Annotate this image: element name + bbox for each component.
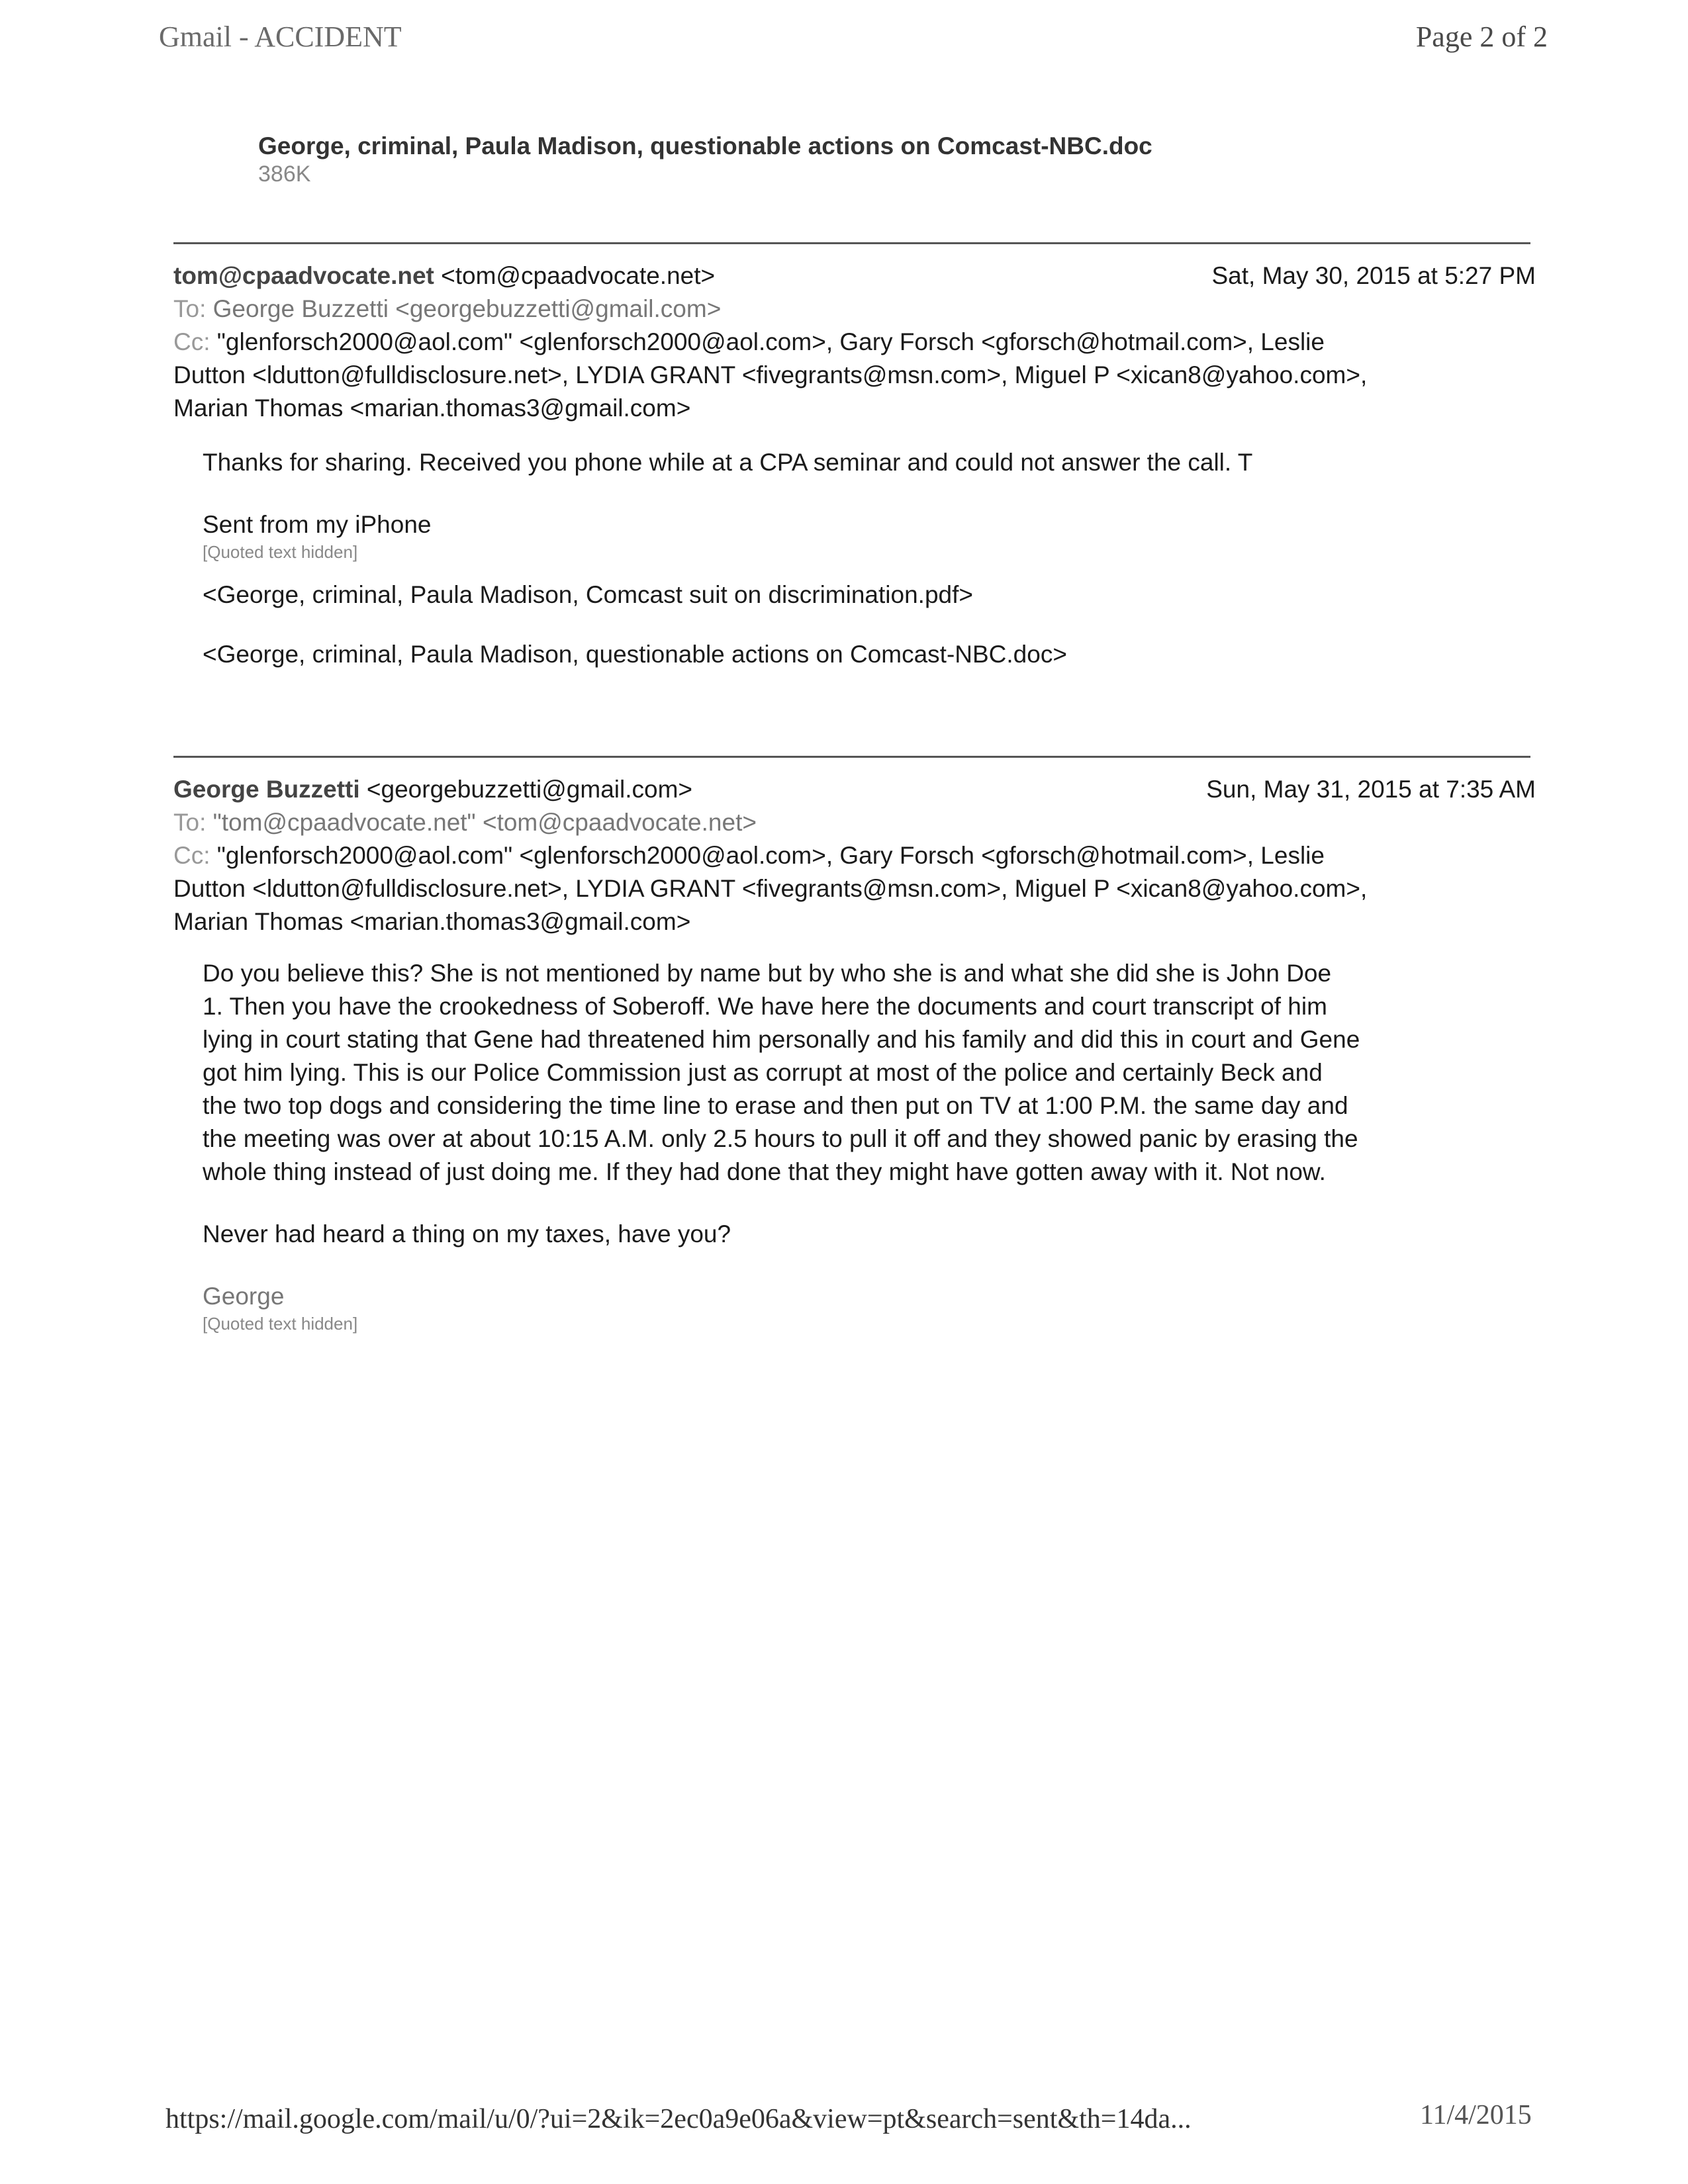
sender-name: George Buzzetti [173,776,360,803]
body-text: Thanks for sharing. Received you phone while at a CPA seminar and could not answer the call. T [203,449,1253,476]
body-line: Do you believe this? She is not mentioned by name but by who she is and what she did she is John Doe [203,960,1332,987]
cc-recipients-line2: Dutton <ldutton@fulldisclosure.net>, LYDIA GRANT <fivegrants@msn.com>, Miguel P <xican8@yahoo.com>, [173,361,1368,388]
message-body [203,446,1513,671]
cc-recipients-line1: "glenforsch2000@aol.com" <glenforsch2000@aol.com>, Gary Forsch <gforsch@hotmail.com>, Leslie [216,842,1325,869]
signature: George [203,1283,285,1310]
sender-email: <tom@cpaadvocate.net> [441,262,716,289]
to-recipients: "tom@cpaadvocate.net" <tom@cpaadvocate.net> [212,809,757,836]
message-divider [173,756,1530,758]
body-line: got him lying. This is our Police Commission just as corrupt at most of the police and certainly Beck and [203,1059,1323,1086]
cc-label: Cc: [173,842,211,869]
to-label: To: [173,295,207,322]
message-date: Sun, May 31, 2015 at 7:35 AM [1206,776,1536,803]
footer-date: 11/4/2015 [1420,2100,1532,2130]
quoted-text-toggle[interactable]: [Quoted text hidden] [203,1314,358,1334]
message-body [203,957,1513,1334]
to-recipients: George Buzzetti <georgebuzzetti@gmail.com> [212,295,722,322]
sender-name: tom@cpaadvocate.net [173,262,434,289]
signature: Sent from my iPhone [203,511,432,538]
body-line: the meeting was over at about 10:15 A.M. only 2.5 hours to pull it off and they showed panic by erasing the [203,1125,1358,1152]
body-text: Never had heard a thing on my taxes, have you? [203,1220,731,1248]
attachment-size: 386K [258,161,311,187]
page-number: Page 2 of 2 [1415,21,1548,53]
message-date: Sat, May 30, 2015 at 5:27 PM [1211,262,1536,289]
sender [173,259,715,293]
body-line: 1. Then you have the crookedness of Soberoff. We have here the documents and court transcript of him [203,993,1327,1020]
message-header [173,259,1536,425]
attachment-reference: <George, criminal, Paula Madison, questionable actions on Comcast-NBC.doc> [203,641,1067,668]
cc-recipients-line1: "glenforsch2000@aol.com" <glenforsch2000@aol.com>, Gary Forsch <gforsch@hotmail.com>, Leslie [216,328,1325,355]
message-divider [173,242,1530,244]
cc-recipients-line2: Dutton <ldutton@fulldisclosure.net>, LYDIA GRANT <fivegrants@msn.com>, Miguel P <xican8@yahoo.com>, [173,875,1368,902]
footer-url: https://mail.google.com/mail/u/0/?ui=2&ik=2ec0a9e06a&view=pt&search=sent&th=14da... [165,2104,1192,2134]
sender-email: <georgebuzzetti@gmail.com> [366,776,693,803]
quoted-text-toggle[interactable]: [Quoted text hidden] [203,542,358,562]
attachment[interactable] [258,132,1152,187]
cc-line [173,326,1536,359]
to-line [173,806,1536,839]
cc-line [173,839,1536,872]
sender [173,773,692,806]
cc-label: Cc: [173,328,211,355]
cc-recipients-line3: Marian Thomas <marian.thomas3@gmail.com> [173,394,691,422]
to-line [173,293,1536,326]
to-label: To: [173,809,207,836]
body-line: whole thing instead of just doing me. If they had done that they might have gotten away with it. Not now. [203,1158,1326,1185]
message-header [173,773,1536,938]
header-title: Gmail - ACCIDENT [159,21,402,53]
attachment-name[interactable]: George, criminal, Paula Madison, questionable actions on Comcast-NBC.doc [258,132,1152,159]
body-line: the two top dogs and considering the time line to erase and then put on TV at 1:00 P.M. the same day and [203,1092,1348,1119]
body-line: lying in court stating that Gene had threatened him personally and his family and did this in court and Gene [203,1026,1360,1053]
attachment-reference: <George, criminal, Paula Madison, Comcast suit on discrimination.pdf> [203,581,973,608]
cc-recipients-line3: Marian Thomas <marian.thomas3@gmail.com> [173,908,691,935]
